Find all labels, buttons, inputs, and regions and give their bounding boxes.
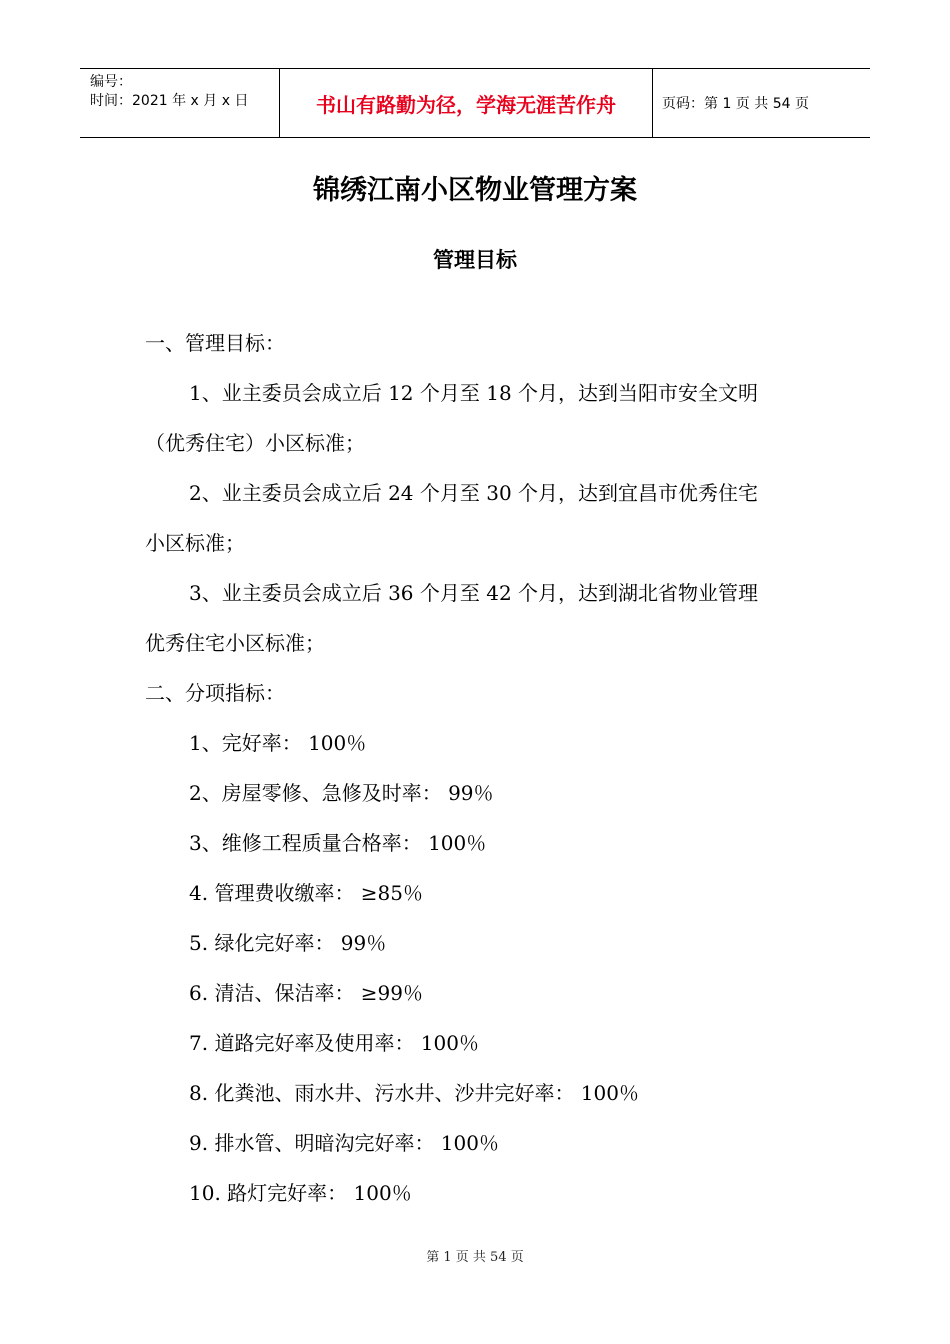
list-item: 7. 道路完好率及使用率： 100％	[189, 1031, 479, 1055]
list-item: 9. 排水管、明暗沟完好率： 100％	[189, 1131, 499, 1155]
section-heading: 一、管理目标：	[145, 331, 285, 355]
list-item: 8. 化粪池、雨水井、污水井、沙井完好率： 100％	[189, 1081, 639, 1105]
list-item: 3、维修工程质量合格率： 100％	[189, 831, 487, 855]
list-item: 5. 绿化完好率： 99％	[189, 931, 387, 955]
list-item: 2、房屋零修、急修及时率： 99％	[189, 781, 494, 805]
list-item: 6. 清洁、保洁率： ≥99％	[189, 981, 424, 1005]
paragraph-line: 1、业主委员会成立后 12 个月至 18 个月，达到当阳市安全文明	[189, 381, 759, 405]
list-item: 10. 路灯完好率： 100％	[189, 1181, 412, 1205]
document-body	[145, 318, 815, 1218]
paragraph-line: 优秀住宅小区标准；	[145, 631, 325, 655]
paragraph-line: 3、业主委员会成立后 36 个月至 42 个月，达到湖北省物业管理	[189, 581, 759, 605]
header-number: 编号：	[90, 74, 132, 90]
header-time: 时间：2021 年 x 月 x 日	[90, 93, 249, 109]
header-meta	[80, 69, 280, 137]
paragraph-line: 小区标准；	[145, 531, 245, 555]
header-motto: 书山有路勤为径，学海无涯苦作舟	[280, 69, 653, 137]
section-heading: 二、分项指标：	[145, 681, 285, 705]
list-item: 1、完好率： 100％	[189, 731, 367, 755]
document-subtitle: 管理目标	[433, 248, 517, 272]
paragraph-line: 2、业主委员会成立后 24 个月至 30 个月，达到宜昌市优秀住宅	[189, 481, 759, 505]
document-title: 锦绣江南小区物业管理方案	[313, 175, 637, 206]
paragraph-line: （优秀住宅）小区标准；	[145, 431, 365, 455]
page-header	[80, 68, 870, 138]
page-footer: 第 1 页 共 54 页	[426, 1250, 524, 1265]
list-item: 4. 管理费收缴率： ≥85％	[189, 881, 424, 905]
header-page-info: 页码：第 1 页 共 54 页	[662, 96, 809, 112]
